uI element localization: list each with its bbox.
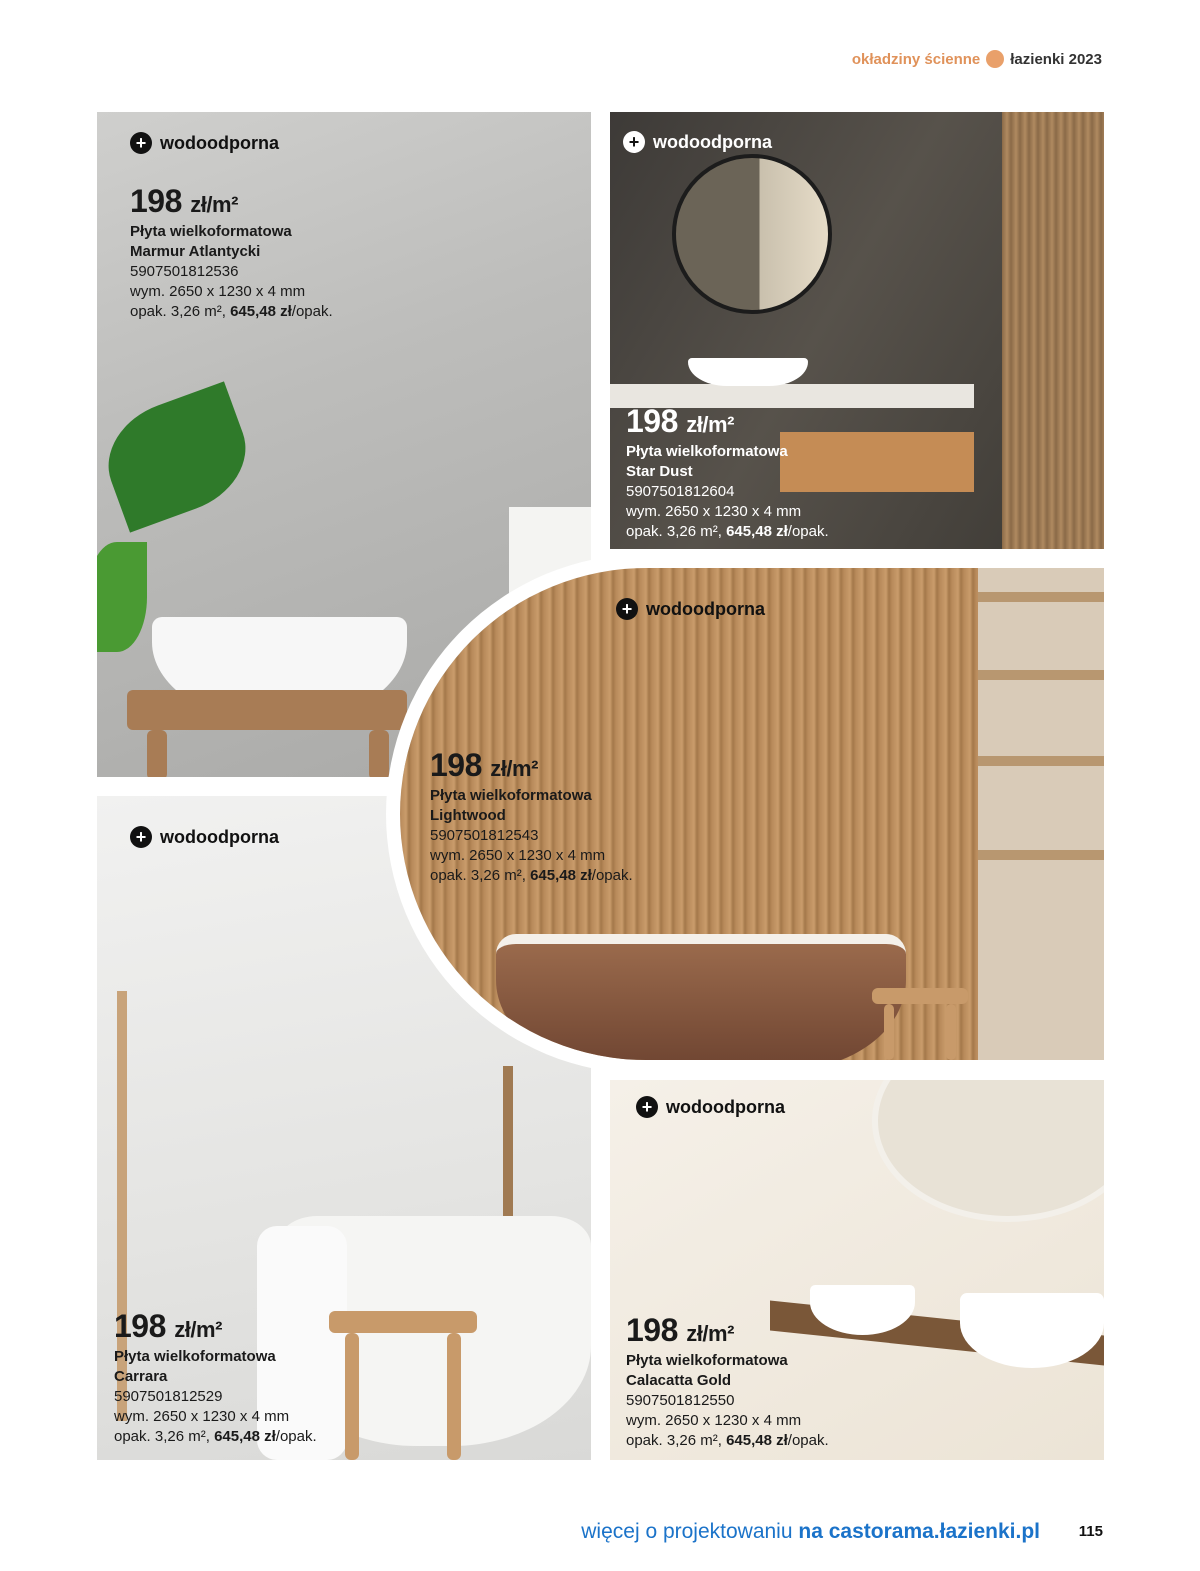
wooden-slat-wall	[1002, 112, 1104, 549]
price: 198 zł/m²	[626, 1312, 734, 1348]
plus-icon: +	[636, 1096, 658, 1118]
product-type: Płyta wielkoformatowa	[130, 223, 292, 240]
product-type: Płyta wielkoformatowa	[430, 787, 592, 804]
price: 198 zł/m²	[114, 1308, 222, 1344]
stool-leg	[946, 1004, 956, 1060]
stool-leg	[884, 1004, 894, 1060]
waterproof-badge: + wodoodporna	[623, 131, 772, 153]
package-info: opak. 3,26 m², 645,48 zł/opak.	[430, 867, 633, 884]
plant-leaf-icon	[97, 381, 262, 532]
package-info: opak. 3,26 m², 645,48 zł/opak.	[626, 1432, 829, 1449]
copper-bathtub	[496, 934, 906, 1060]
page-header	[852, 50, 1102, 68]
plant-leaf-icon	[97, 542, 147, 652]
product-name: Star Dust	[626, 463, 693, 480]
shelf	[978, 592, 1104, 602]
plus-icon: +	[616, 598, 638, 620]
footer-text: więcej o projektowaniu	[581, 1520, 793, 1543]
product-dimensions: wym. 2650 x 1230 x 4 mm	[626, 1412, 802, 1429]
stand-leg	[147, 730, 167, 777]
price: 198 zł/m²	[430, 747, 538, 783]
round-mirror	[672, 154, 832, 314]
bullet-dot-icon	[986, 50, 1004, 68]
product-dimensions: wym. 2650 x 1230 x 4 mm	[130, 283, 306, 300]
product-info	[430, 748, 633, 886]
waterproof-badge: + wodoodporna	[636, 1096, 785, 1118]
product-type: Płyta wielkoformatowa	[626, 1352, 788, 1369]
product-name: Lightwood	[430, 807, 506, 824]
wooden-stand	[127, 690, 407, 730]
product-ean: 5907501812529	[114, 1388, 223, 1405]
product-type: Płyta wielkoformatowa	[626, 443, 788, 460]
product-dimensions: wym. 2650 x 1230 x 4 mm	[626, 503, 802, 520]
product-ean: 5907501812536	[130, 263, 239, 280]
product-dimensions: wym. 2650 x 1230 x 4 mm	[114, 1408, 290, 1425]
price: 198 zł/m²	[130, 183, 238, 219]
wooden-stool	[872, 988, 968, 1004]
waterproof-badge: + wodoodporna	[616, 598, 765, 620]
product-name: Carrara	[114, 1368, 168, 1385]
product-name: Calacatta Gold	[626, 1372, 732, 1389]
shelf-unit	[978, 568, 1104, 1060]
waterproof-badge: + wodoodporna	[130, 826, 279, 848]
product-ean: 5907501812550	[626, 1392, 735, 1409]
round-mirror	[872, 1080, 1104, 1222]
shelf	[978, 850, 1104, 860]
stand-leg	[369, 730, 389, 777]
shelf	[978, 670, 1104, 680]
product-dimensions: wym. 2650 x 1230 x 4 mm	[430, 847, 606, 864]
product-ean: 5907501812543	[430, 827, 539, 844]
product-info	[114, 1309, 317, 1447]
stool-leg	[345, 1333, 359, 1460]
product-info	[130, 184, 333, 322]
product-name: Marmur Atlantycki	[130, 243, 261, 260]
shelf	[978, 756, 1104, 766]
product-info	[626, 1313, 829, 1451]
plus-icon: +	[130, 132, 152, 154]
tap-stand	[503, 1066, 513, 1216]
product-info	[626, 404, 829, 542]
footer-link[interactable]	[581, 1520, 1040, 1544]
package-info: opak. 3,26 m², 645,48 zł/opak.	[114, 1428, 317, 1445]
plus-icon: +	[623, 131, 645, 153]
wooden-stool	[329, 1311, 477, 1333]
page-number: 115	[1078, 1523, 1103, 1540]
waterproof-badge: + wodoodporna	[130, 132, 279, 154]
package-info: opak. 3,26 m², 645,48 zł/opak.	[626, 523, 829, 540]
sink-basin	[688, 358, 808, 386]
section-title: łazienki 2023	[1010, 50, 1102, 68]
footer-website[interactable]: na castorama.łazienki.pl	[798, 1520, 1040, 1543]
product-type: Płyta wielkoformatowa	[114, 1348, 276, 1365]
product-ean: 5907501812604	[626, 483, 735, 500]
stool-leg	[447, 1333, 461, 1460]
section-category: okładziny ścienne	[851, 50, 981, 68]
package-info: opak. 3,26 m², 645,48 zł/opak.	[130, 303, 333, 320]
plus-icon: +	[130, 826, 152, 848]
price: 198 zł/m²	[626, 403, 734, 439]
